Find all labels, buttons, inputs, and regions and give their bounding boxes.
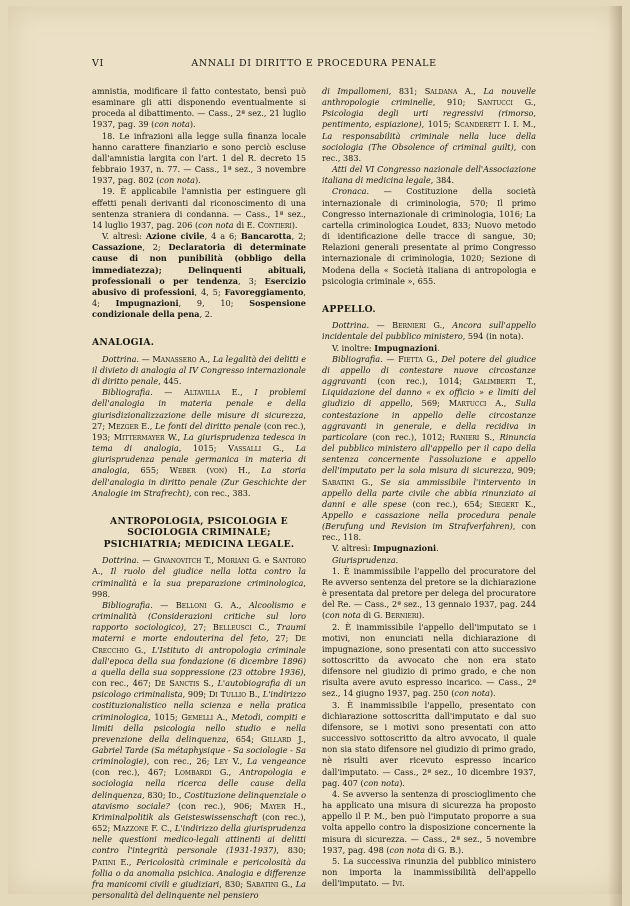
text-run: Saldana A. (424, 86, 474, 96)
paragraph (322, 320, 536, 342)
text-run: ). (399, 777, 405, 788)
text-run: ). (189, 119, 196, 130)
text-run: 19. È applicabile l'amnistia per estinguere gli effetti penali derivanti dal riconoscimento di una sentenza straniera di condanna. — Cass., 1ª sez., 14 luglio 1937, pag. 206 ( (92, 186, 306, 230)
text-run: Ancora sull'appello incidentale del pubblico ministero (322, 320, 536, 342)
paragraph (92, 86, 306, 131)
text-run: , (169, 823, 175, 834)
text-run: Id. (168, 789, 179, 800)
text-run: , 2. (199, 309, 213, 320)
text-run: , 27; (92, 409, 306, 431)
text-run: . — (150, 387, 184, 398)
text-run: Givanovitch T. (153, 555, 212, 566)
text-run: Bibliografia (332, 353, 381, 364)
text-run: , (303, 800, 306, 811)
text-run: , (533, 119, 536, 130)
text-run: . (395, 554, 399, 565)
text-run: Costituzione delinquenziale o atavismo sociale? (92, 789, 307, 811)
text-run: Ivi (392, 878, 403, 889)
text-run: ). (195, 175, 201, 186)
text-run: , 445. (158, 376, 182, 387)
left-column (92, 86, 306, 901)
paragraph (322, 622, 536, 700)
paragraph (322, 856, 536, 889)
text-run: e (261, 555, 273, 566)
text-run: Gillard J. (260, 733, 304, 744)
text-run: , (492, 431, 500, 442)
text-run: Del potere del giudice di appello di contestare nuove circostanze aggravanti (322, 353, 537, 387)
text-run: Sulla contestazione in appello delle circostanze aggravanti in generale, e della recidiva in particolare (322, 398, 536, 442)
text-run: . — Costituzione della società internazionale di criminologia, 570; Il primo Congresso internazionale di criminologia, 1016; La cartella criminologica Loudet, 833; Nuovo metodo di identificazione delle tracce di sangue, 30; Relazioni generali presentate al primo Congresso internazionale di criminologia, 1020; Sezione di Modena della « Società italiana di antropologia e psicologia criminale », 655. (322, 186, 536, 286)
paragraph (92, 555, 306, 600)
text-run: , 909; (182, 689, 209, 700)
paragraph (92, 131, 306, 187)
paragraph (322, 186, 536, 286)
text-run: con nota (325, 610, 361, 621)
text-run: 5. La successiva rinunzia del pubblico ministero non importa la inammissibilità dell'appello dell'imputato. — (322, 855, 536, 889)
text-run: ). (418, 610, 425, 621)
text-run: , 27; (265, 633, 296, 644)
text-run: , 655; (127, 465, 170, 476)
text-run: , 384. (430, 175, 455, 186)
text-run: , (143, 644, 152, 655)
text-run: La legalità dei delitti e il divieto di analogia al IV Congresso internazionale di diritto penale (92, 353, 307, 387)
text-run: Sabatini G. (322, 476, 371, 487)
text-run: Alcoolismo e criminalità (Considerazioni critiche sul loro rapporto sociologico) (92, 599, 307, 633)
text-run: , 998. (92, 577, 306, 599)
text-run: Se sia ammissibile l'intervento in appello della parte civile che abbia rinunziato ai danni e alle spese (322, 476, 536, 509)
text-run: . (402, 878, 405, 889)
text-run: Psicologia degli urti regressivi (rimorso, pentimento, espiazione) (322, 108, 536, 130)
text-run: , 2; (142, 242, 169, 253)
paragraph (322, 543, 536, 554)
text-run: , 830; (219, 878, 247, 889)
text-run: Ley V. (214, 756, 240, 767)
text-run: , (100, 566, 111, 577)
text-run: La personalità del delinquente nel pensiero (92, 878, 307, 900)
paragraph (92, 186, 306, 231)
text-run: Traumi materni e morte endouterina del feto (92, 622, 306, 644)
text-run: , 569; (410, 398, 449, 409)
page-number: VI (92, 58, 104, 69)
text-run: La responsabilità criminale nella luce della sociologia (The Obsolence of criminal guilt) (322, 130, 536, 152)
text-run: Lombardi G. (174, 767, 229, 778)
text-run: , (503, 398, 516, 409)
text-run: con nota (198, 219, 234, 230)
page-edge-shadow (608, 6, 622, 906)
text-run: , 4, 5; (194, 286, 225, 297)
text-run: , con rec., 118. (322, 521, 537, 543)
text-run: , 654; (226, 733, 261, 744)
text-run: , (238, 599, 249, 610)
running-header (92, 58, 536, 72)
text-run: Belleusci C. (212, 622, 267, 633)
paragraph (322, 789, 536, 856)
text-run: , 830; (142, 789, 169, 800)
paragraph (322, 343, 536, 354)
text-run: Weber (von) H. (169, 465, 248, 476)
text-run: Santucci G. (477, 97, 534, 108)
text-run: Mezger E. (107, 420, 150, 431)
text-run: Siegert K. (488, 498, 534, 509)
text-run: , 831; (388, 86, 425, 96)
text-run: con nota (454, 688, 490, 699)
text-run: 18. Le infrazioni alla legge sulla finanza locale hanno carattere finanziario e sono perciò escluse dall'amnistia largita con l'art. 1 del R. decreto 15 febbraio 1937, n. 77. — Cass., 1ª sez., 3 novembre 1937, pag. 802 ( (92, 130, 306, 186)
text-run: Mazzone F. C. (113, 823, 170, 834)
text-run: ). (457, 844, 464, 855)
paragraph (92, 354, 306, 387)
text-run: Bibliografia (102, 599, 151, 610)
text-run: Pericolosità criminale e pericolosità da follia o da anomalia psichica. Analogia e differenze fra manicomi civili e giudiziari (92, 856, 307, 889)
text-run: Antropologia e sociologia nella ricerca delle cause della delinquenza (92, 767, 307, 800)
text-run: Santoro A. (92, 555, 306, 577)
text-run: Appello e cassazione nella procedura penale (Berufung und Revision im Strafverfahren) (322, 509, 536, 532)
text-run: . (436, 543, 439, 554)
text-run: Azione civile (145, 231, 205, 242)
text-run: (con rec.), 652; (92, 811, 307, 834)
text-run: (con rec.), 654; (406, 498, 489, 509)
text-run: Favoreggiamento (224, 286, 304, 297)
text-run: , (533, 498, 536, 509)
text-run: amnistia, modificare il fatto contestato, bensì può esaminare gli atti disponendo eventualmente si proceda al dibattimento. — Cass., 2ª sez., 21 luglio 1937, pag. 39 ( (92, 86, 306, 130)
text-run: , 9, 10; (178, 297, 250, 308)
text-run: La storia dell'analogia in diritto penale (Zur Geschichte der Analogie im Strafrecht) (92, 465, 307, 498)
text-run: , 830; (276, 845, 306, 856)
text-run: Atti del VI Congresso nazionale dell'Associazione italiana di medicina legale (322, 164, 536, 186)
text-run: , 1015; (421, 119, 455, 130)
text-run: I problemi dell'analogia in materia penale e della giurisdizionalizzazione delle misure di sicurezza (92, 387, 306, 420)
text-run: Belloni G. A. (175, 599, 239, 610)
text-run: Giurisprudenza (332, 554, 396, 565)
text-run: . — (380, 353, 399, 364)
paragraph (322, 164, 536, 186)
text-run: 2. È inammissibile l'appello dell'imputato se i motivi, non enunciati nella dichiarazione di impugnazione, sono presentati con atto successivo sottoscritto da avvocato che non era stato difensore nel giudizio di primo grado, e che non risulta avere avuto espresso incarico. — Cass., 2ª sez., 14 giugno 1937, pag. 250 ( (322, 621, 536, 699)
text-run: Scanderett I. I. M. (454, 119, 534, 130)
text-run: Metodi, compiti e limiti della psicologia nello studio e nella prevenzione della delinquenza (92, 711, 306, 744)
section-heading-analogia: ANALOGIA. (92, 337, 155, 349)
text-run: di (233, 219, 247, 230)
text-run: 4. Se avverso la sentenza di proscioglimento che ha applicato una misura di sicurezza ha proposto appello il P. M., ben può l'imputato proporre a sua volta appello contro la disposizione concernente la misura di sicurezza. — Cass., 2ª sez., 5 novembre 1937, pag. 498 ( (322, 788, 536, 855)
text-run: , 1015; (178, 443, 229, 454)
right-column (322, 86, 536, 889)
text-run: , (228, 767, 240, 778)
text-run: , 4 a 6; (204, 231, 241, 242)
text-run: Galimberti T. (472, 376, 534, 387)
text-run: Dottrina (332, 320, 367, 331)
text-run: Liquidazione del danno « ex officio » e limiti del giudizio di appello (322, 387, 536, 409)
text-run: , (281, 443, 296, 454)
text-run: (con rec.), 467; (92, 767, 175, 778)
text-run: Di Tullio B. (208, 689, 258, 700)
text-run: Martucci A. (448, 398, 504, 409)
text-run: De Crecchio G. (92, 633, 306, 655)
text-run: , (128, 856, 137, 867)
text-run: G. B. (437, 844, 458, 855)
text-run: , con rec., 26; (146, 756, 215, 767)
text-run: V. altresì: (102, 231, 146, 242)
text-run: 3. È inammissibile l'appello, presentato con dichiarazione sottoscritta dall'imputato e dal suo difensore, se i motivi sono presentati con atto successivo sottoscritto da altro avvocato, il quale non sia stato difensore nel giudizio di primo grado, nè risulti aver ricevuto espresso incarico dall'imputato. — Cass., 2ª sez., 10 dicembre 1937, pag. 407 ( (322, 699, 536, 788)
text-run: . — (366, 320, 393, 331)
text-run: Sospensione condizionale della pena (92, 297, 306, 320)
text-run: , 594 (in nota). (462, 331, 524, 342)
text-run: , 4; (92, 286, 306, 308)
text-run: . (437, 342, 440, 353)
text-run: La giurisprudenza penale germanica in materia di analogia (92, 443, 306, 476)
text-run: Sabatini G. (246, 878, 291, 889)
text-run: , (211, 555, 218, 566)
text-run: , (442, 320, 453, 331)
text-run: La vengeance (247, 756, 307, 767)
section-heading-antropologia: ANTROPOLOGIA, PSICOLOGIA E SOCIOLOGIA CRIMINALE; PSICHIATRIA; MEDICINA LEGALE. (103, 515, 295, 550)
text-run: La nouvelle anthropologie criminelle (322, 86, 536, 108)
section-heading-appello: APPELLO. (322, 303, 376, 315)
text-run: di (360, 610, 374, 621)
text-run: , 1015; (148, 711, 182, 722)
text-run: V. altresì: (332, 543, 374, 554)
text-run: , (533, 376, 536, 387)
paragraph (92, 387, 306, 499)
text-run: , (177, 431, 184, 442)
text-run: V. inoltre: (332, 342, 375, 353)
text-run: Gemelli A. (181, 711, 226, 722)
text-run: con nota (363, 777, 400, 788)
text-run: Manassero A. (152, 353, 208, 364)
text-run: Rinuncia del pubblico ministero all'appello per il capo della sentenza concernente l'assoluzione e appello dell'imputato per la sola misura di sicurezza (322, 431, 537, 476)
text-run: di Impallomeni (322, 86, 389, 96)
text-run: Bernieri G. (392, 320, 443, 331)
paragraph (322, 555, 536, 566)
text-run: Mayer H. (260, 800, 304, 811)
text-run: , (207, 353, 213, 364)
text-run: L'indirizzo costituzionalistico nella scienza e nella pratica criminologica (92, 689, 306, 722)
text-run: , (435, 353, 442, 364)
text-run: G. Bernieri (373, 610, 419, 621)
text-run: ). (489, 688, 496, 699)
text-run: , con rec., 383. (322, 141, 537, 163)
text-run: , con rec., 467; (92, 666, 306, 689)
text-run: E. Contieri (246, 219, 292, 230)
text-run: , (533, 97, 536, 108)
paragraph (92, 231, 306, 320)
paragraph (92, 600, 306, 901)
text-run: Gabriel Tarde (Sa métaphysique - Sa sociologie - Sa criminologie) (92, 744, 306, 767)
running-title: ANNALI DI DIRITTO E PROCEDURA PENALE (191, 58, 437, 69)
text-run: , 3; (238, 275, 265, 286)
text-run: con nota (389, 844, 426, 855)
text-run: Dottrina (102, 353, 137, 364)
paragraph (322, 700, 536, 789)
text-run: Mittermayer W. (113, 431, 178, 442)
text-run: Dottrina (102, 555, 137, 566)
text-run: , con rec., 383. (189, 487, 251, 498)
text-run: . — (150, 599, 176, 610)
text-run: , (267, 622, 277, 633)
text-run: Fietta G. (398, 353, 436, 364)
text-run: Vassalli G. (228, 443, 282, 454)
text-run: , (473, 86, 484, 96)
text-run: L'indirizzo della giurisprudenza nelle questioni medico-legali attinenti ai delitti contro l'integrità personale (1931-1937) (92, 823, 306, 856)
text-run: Declaratoria di determinate cause di non punibilità (obbligo della immediatezza); Delinquenti abituali, professionali o per tendenza (92, 242, 306, 286)
text-run: ). (291, 219, 298, 230)
text-run: , (290, 878, 296, 889)
text-run: , (225, 711, 232, 722)
text-run: , (247, 465, 262, 476)
text-run: , (257, 689, 263, 700)
text-run: con nota (154, 119, 190, 130)
text-run: Esercizio abusivo di professioni (92, 275, 306, 297)
text-run: , 27; (183, 622, 213, 633)
text-run: , (240, 387, 255, 398)
text-run: Patini E. (92, 856, 129, 867)
text-run: , (370, 476, 381, 487)
paragraph (322, 566, 536, 622)
text-run: Le fonti del diritto penale (155, 420, 262, 431)
text-run: , 2; (291, 231, 306, 242)
text-run: (con rec.), 906; (169, 800, 261, 811)
text-run: Bibliografia (102, 387, 151, 398)
text-run: Moriani G. (217, 555, 262, 566)
text-run: (con rec.), 1012; (367, 431, 450, 442)
text-run: L'Istituto di antropologia criminale dall'epoca della sua fondazione (6 dicembre 1896) a quella della sua soppressione (23 ottobre 1936) (92, 644, 306, 677)
text-run: Impugnazioni (374, 342, 438, 353)
text-run: , (149, 420, 156, 431)
text-run: di (425, 844, 438, 855)
text-run: Kriminalpolitik als Geisteswissenschaft (92, 811, 258, 822)
text-run: Il ruolo del giudice nella lotta contro la criminalità e la sua preparazione criminologica (92, 566, 306, 588)
text-run: Ranieri S. (449, 431, 493, 442)
text-run: Impugnazioni (373, 543, 437, 554)
text-run: , 910; (432, 97, 478, 108)
text-run: L'autobiografia di un psicologo criminalista (92, 678, 307, 700)
text-run: (con rec.), 1014; (366, 376, 473, 387)
text-run: De Sanctis S. (154, 678, 212, 689)
text-run: Impugnazioni (115, 297, 179, 308)
text-run: . — (136, 353, 153, 364)
text-run: , (178, 789, 185, 800)
text-run: , (211, 678, 218, 689)
paragraph (322, 86, 536, 164)
text-run: 1. È inammissibile l'appello del procuratore del Re avverso sentenza del pretore se la dichiarazione è presentata dal pretore per delega del procuratore del Re. — Cass., 2ª sez., 13 gennaio 1937, pag. 244 ( (322, 565, 536, 621)
text-run: , (303, 733, 307, 744)
text-run: , (239, 756, 247, 767)
text-run: Cassazione (92, 242, 143, 253)
text-run: Bancarotta (240, 231, 292, 242)
text-run: , 909; (511, 465, 536, 476)
text-run: Cronaca (332, 186, 367, 197)
text-run: con nota (159, 175, 196, 186)
paragraph (322, 354, 536, 544)
text-run: Altavilla E. (183, 387, 241, 398)
text-run: . — (136, 555, 154, 566)
text-run: La giurisprudenza tedesca in tema di analogia (92, 431, 306, 454)
text-run: (con rec.), 193; (92, 420, 306, 442)
